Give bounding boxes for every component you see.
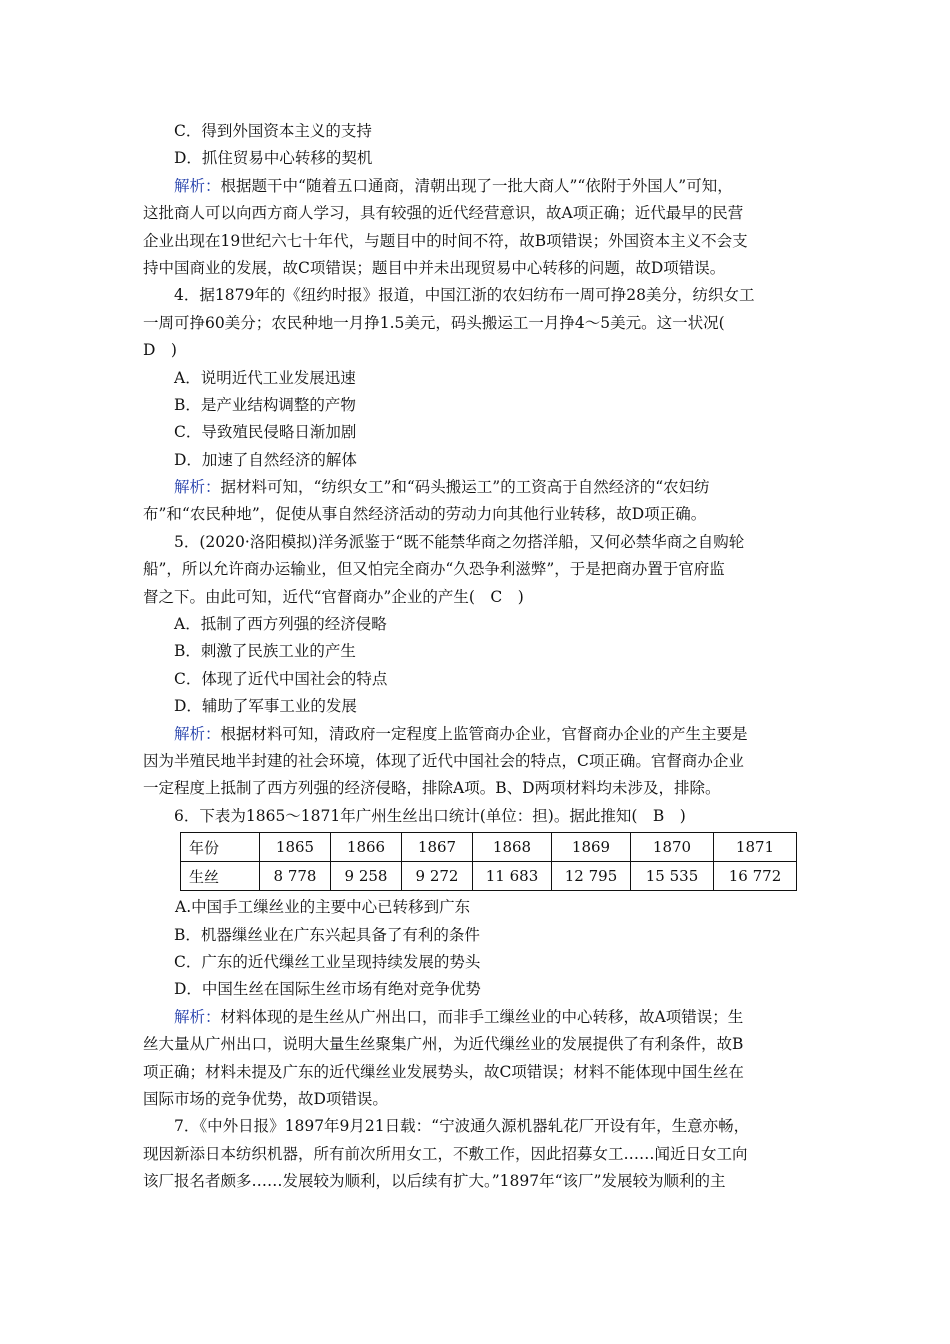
q4-stem-line: 一周可挣60美分；农民种地一月挣1.5美元，码头搬运工一月挣4～5美元。这一状况(: [143, 313, 725, 332]
analysis-label: 解析：: [174, 724, 221, 743]
table-cell-value: 12 795: [552, 862, 631, 891]
q5-option-c: C．体现了近代中国社会的特点: [174, 669, 388, 688]
q4-option-b: B．是产业结构调整的产物: [174, 395, 356, 414]
q7-stem-line: 7．《中外日报》1897年9月21日载：“宁波通久源机器轧花厂开设有年，生意亦畅，: [174, 1117, 750, 1136]
q6-analysis-line: 丝大量从广州出口，说明大量生丝聚集广州，为近代缫丝业的发展提供了有利条件，故B: [143, 1035, 744, 1054]
q6-stem: 6．下表为1865～1871年广州生丝出口统计(单位：担)。据此推知( B ): [174, 806, 686, 825]
table-cell-value: 15 535: [631, 862, 714, 891]
q4-analysis-line: 布”和“农民种地”，促使从事自然经济活动的劳动力向其他行业转移，故D项正确。: [143, 505, 707, 524]
q6-analysis-line: 解析：材料体现的是生丝从广州出口，而非手工缫丝业的中心转移，故A项错误；生: [174, 1007, 744, 1026]
table-cell-value: 8 778: [260, 862, 331, 891]
table-header-label: 年份: [181, 833, 260, 862]
q6-option-c: C．广东的近代缫丝工业呈现持续发展的势头: [174, 952, 481, 971]
q3-analysis-line: 解析：根据题干中“随着五口通商，清朝出现了一批大商人”“依附于外国人”可知，: [174, 176, 733, 195]
q7-stem-line: 现因新添日本纺织机器，所有前次所用女工，不敷工作，因此招募女工……闻近日女工向: [143, 1144, 748, 1163]
analysis-label: 解析：: [174, 478, 221, 497]
table-row: [181, 833, 797, 862]
q4-stem-line: 4．据1879年的《纽约时报》报道，中国江浙的农妇纺布一周可挣28美分，纺织女工: [174, 286, 755, 305]
table-cell-year: 1866: [331, 833, 402, 862]
q7-stem-line: 该厂报名者颇多……发展较为顺利，以后续有扩大。”1897年“该厂”发展较为顺利的主: [143, 1172, 726, 1191]
q3-analysis-line: 持中国商业的发展，故C项错误；题目中并未出现贸易中心转移的问题，故D项错误。: [143, 258, 726, 277]
table-cell-year: 1865: [260, 833, 331, 862]
q4-analysis-line: 解析：据材料可知，“纺织女工”和“码头搬运工”的工资高于自然经济的“农妇纺: [174, 478, 710, 497]
table-cell-year: 1868: [473, 833, 552, 862]
analysis-label: 解析：: [174, 176, 221, 195]
table-cell-value: 16 772: [714, 862, 797, 891]
table-cell-value: 11 683: [473, 862, 552, 891]
q3-option-d: D．抓住贸易中心转移的契机: [174, 149, 373, 168]
q5-stem-line: 5．(2020·洛阳模拟)洋务派鉴于“既不能禁华商之勿搭洋船，又何必禁华商之自购轮: [174, 532, 745, 551]
q6-option-b: B．机器缫丝业在广东兴起具备了有利的条件: [174, 925, 480, 944]
q5-analysis-line: 解析：根据材料可知，清政府一定程度上监管商办企业，官督商办企业的产生主要是: [174, 724, 748, 743]
table-cell-value: 9 258: [331, 862, 402, 891]
q6-analysis-line: 国际市场的竞争优势，故D项错误。: [143, 1089, 388, 1108]
q6-option-d: D．中国生丝在国际生丝市场有绝对竞争优势: [174, 980, 481, 999]
q3-analysis-line: 企业出现在19世纪六七十年代，与题目中的时间不符，故B项错误；外国资本主义不会支: [143, 231, 748, 250]
table-row: [181, 862, 797, 891]
q4-stem-line: D ): [143, 341, 177, 360]
table-cell-year: 1867: [402, 833, 473, 862]
q4-option-c: C．导致殖民侵略日渐加剧: [174, 423, 357, 442]
q5-stem-line: 督之下。由此可知，近代“官督商办”企业的产生( C ): [143, 587, 524, 606]
q4-option-d: D．加速了自然经济的解体: [174, 450, 357, 469]
q5-analysis-line: 因为半殖民地半封建的社会环境，体现了近代中国社会的特点，C项正确。官督商办企业: [143, 751, 744, 770]
document-content: [143, 118, 813, 1195]
table-cell-year: 1870: [631, 833, 714, 862]
q5-option-d: D．辅助了军事工业的发展: [174, 697, 357, 716]
q6-option-a: A.中国手工缫丝业的主要中心已转移到广东: [175, 898, 471, 917]
q3-option-c: C．得到外国资本主义的支持: [174, 122, 372, 140]
q5-stem-line: 船”，所以允许商办运输业，但又怕完全商办“久恐争利滋弊”，于是把商办置于官府监: [143, 560, 725, 579]
q5-option-a: A．抵制了西方列强的经济侵略: [174, 615, 387, 634]
table-cell-year: 1869: [552, 833, 631, 862]
table-cell-year: 1871: [714, 833, 797, 862]
table-cell-value: 9 272: [402, 862, 473, 891]
q4-option-a: A．说明近代工业发展迅速: [174, 368, 356, 387]
silk-export-table: [180, 832, 797, 891]
analysis-label: 解析：: [174, 1007, 221, 1026]
q6-analysis-line: 项正确；材料未提及广东的近代缫丝业发展势头，故C项错误；材料不能体现中国生丝在: [143, 1062, 744, 1081]
q5-option-b: B．刺激了民族工业的产生: [174, 642, 356, 661]
table-row-label: 生丝: [181, 862, 260, 891]
q3-analysis-line: 这批商人可以向西方商人学习，具有较强的近代经营意识，故A项正确；近代最早的民营: [143, 204, 744, 223]
q5-analysis-line: 一定程度上抵制了西方列强的经济侵略，排除A项。B、D两项材料均未涉及，排除。: [143, 779, 721, 798]
